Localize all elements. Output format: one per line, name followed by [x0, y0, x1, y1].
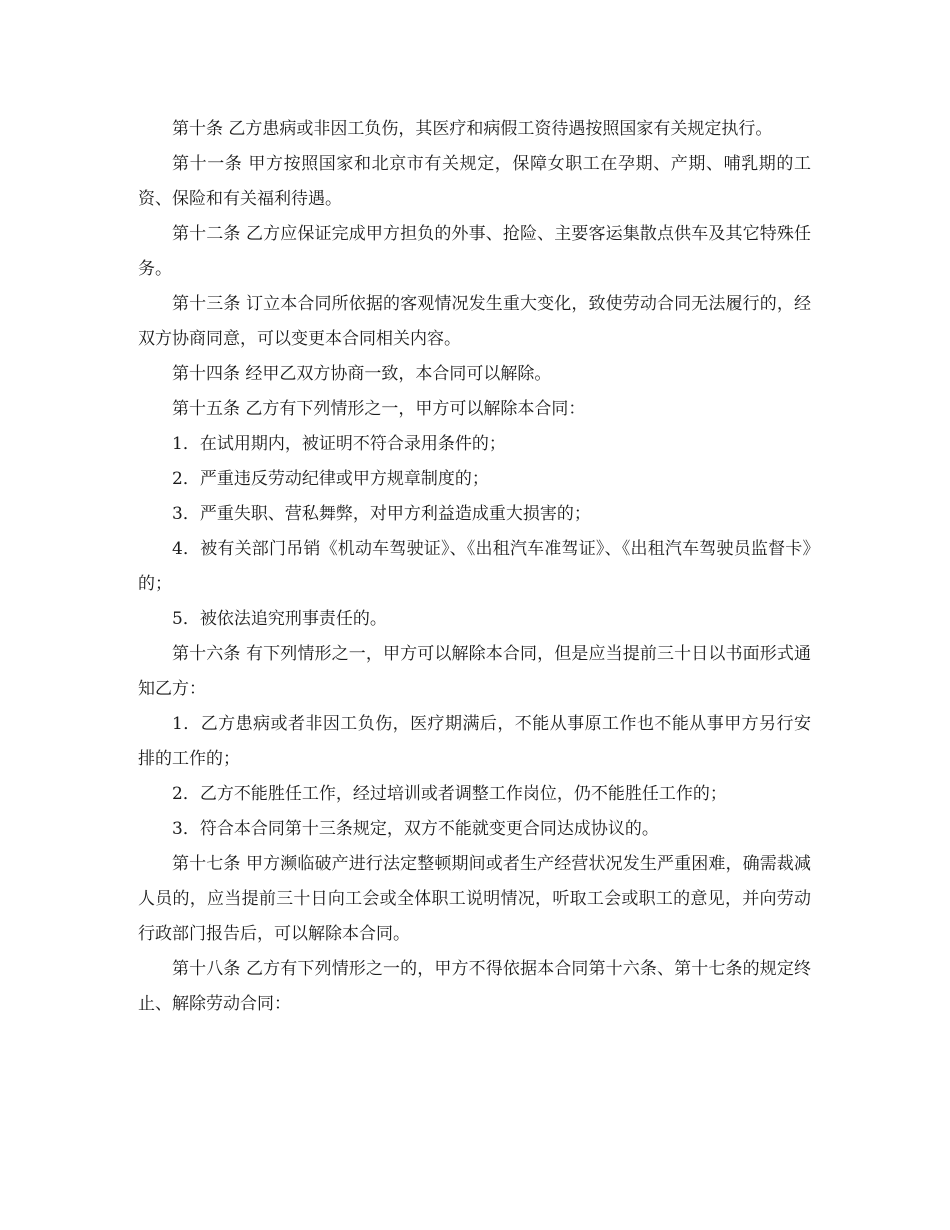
article-11: 第十一条 甲方按照国家和北京市有关规定，保障女职工在孕期、产期、哺乳期的工资、保险和有关福利待遇。 — [138, 154, 811, 209]
article-16-item-1: 1．乙方患病或者非因工负伤，医疗期满后，不能从事原工作也不能从事甲方另行安排的工作的； — [138, 714, 811, 769]
article-15-item-1: 1．在试用期内，被证明不符合录用条件的； — [172, 434, 506, 454]
article-18: 第十八条 乙方有下列情形之一的，甲方不得依据本合同第十六条、第十七条的规定终止、解除劳动合同： — [138, 959, 811, 1014]
article-12: 第十二条 乙方应保证完成甲方担负的外事、抢险、主要客运集散点供车及其它特殊任务。 — [138, 224, 811, 279]
article-15-item-3: 3．严重失职、营私舞弊，对甲方利益造成重大损害的； — [172, 504, 591, 524]
document-page — [138, 112, 811, 1022]
article-16-item-2: 2．乙方不能胜任工作，经过培训或者调整工作岗位，仍不能胜任工作的； — [172, 784, 727, 804]
article-14: 第十四条 经甲乙双方协商一致，本合同可以解除。 — [172, 364, 552, 384]
article-15: 第十五条 乙方有下列情形之一，甲方可以解除本合同： — [172, 399, 586, 419]
article-15-item-2: 2．严重违反劳动纪律或甲方规章制度的； — [172, 469, 489, 489]
article-17: 第十七条 甲方濒临破产进行法定整顿期间或者生产经营状况发生严重困难，确需裁减人员的，应当提前三十日向工会或全体职工说明情况，听取工会或职工的意见，并向劳动行政部门报告后，可以解除本合同。 — [138, 854, 811, 944]
article-15-item-5: 5．被依法追究刑事责任的。 — [172, 609, 387, 629]
article-15-item-4: 4．被有关部门吊销《机动车驾驶证》、《出租汽车准驾证》、《出租汽车驾驶员监督卡》的； — [138, 539, 811, 594]
article-16-item-3: 3．符合本合同第十三条规定，双方不能就变更合同达成协议的。 — [172, 819, 659, 839]
article-16: 第十六条 有下列情形之一，甲方可以解除本合同，但是应当提前三十日以书面形式通知乙方： — [138, 644, 811, 699]
article-13: 第十三条 订立本合同所依据的客观情况发生重大变化，致使劳动合同无法履行的，经双方协商同意，可以变更本合同相关内容。 — [138, 294, 811, 349]
article-10: 第十条 乙方患病或非因工负伤，其医疗和病假工资待遇按照国家有关规定执行。 — [172, 119, 773, 139]
